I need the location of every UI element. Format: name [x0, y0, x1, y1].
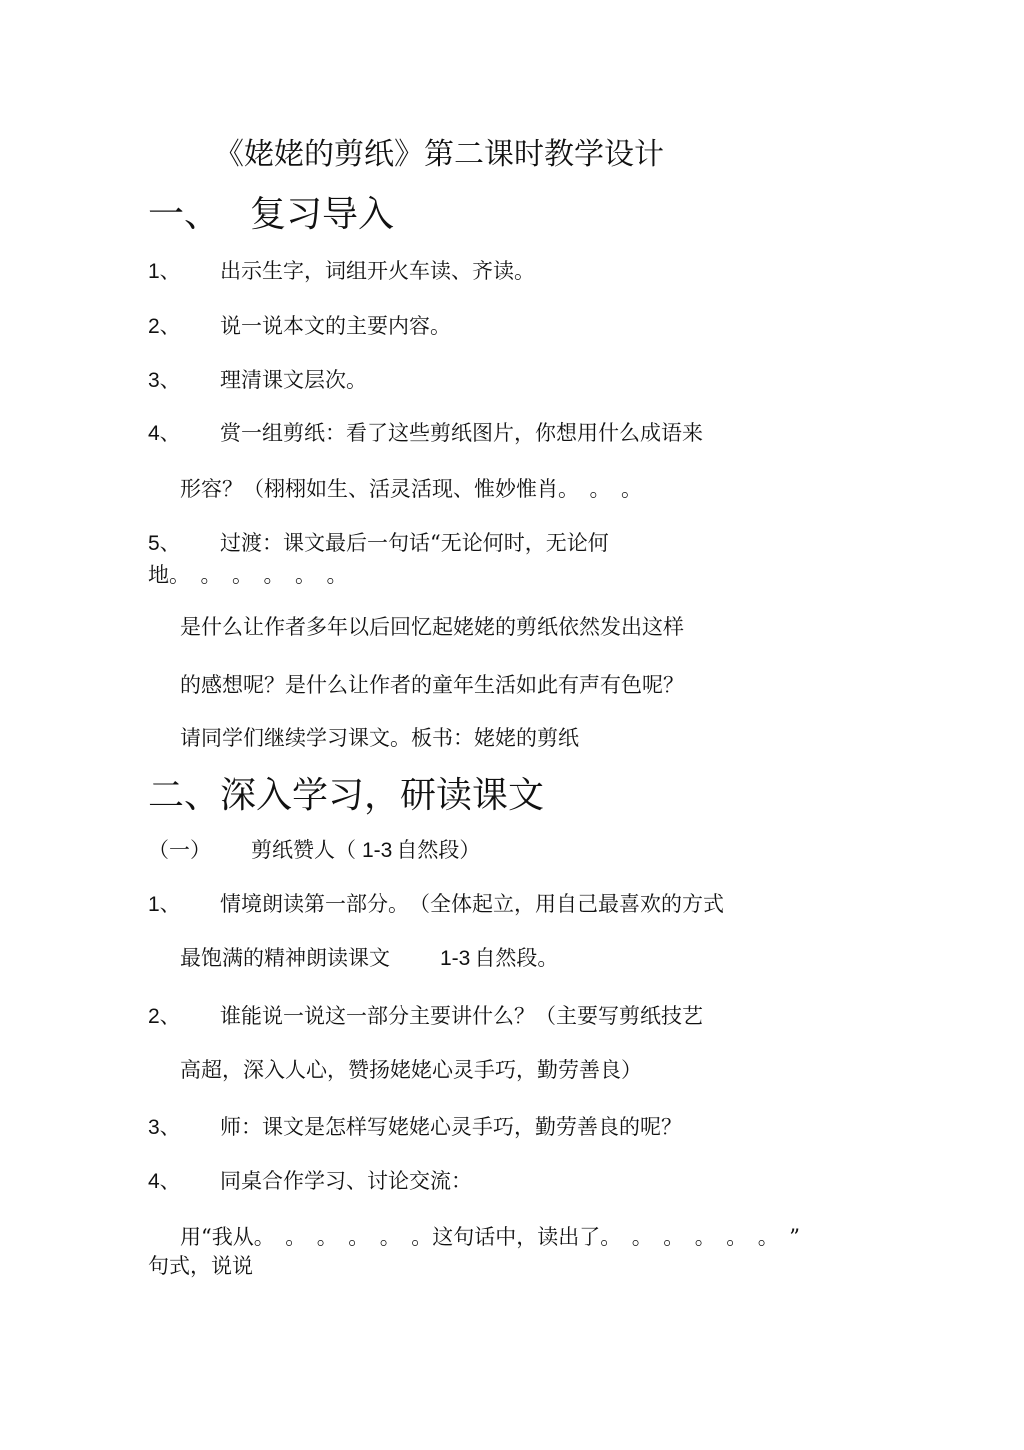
- section-1-heading: [148, 194, 395, 235]
- section-1-heading-text: 复习导入: [250, 194, 395, 235]
- list-item-number: 1、: [148, 893, 181, 916]
- list-item-number: 1、: [148, 260, 181, 283]
- list-item-number: 3、: [148, 369, 181, 392]
- list-item-continuation: 地。 。 。 。 。 。: [148, 563, 348, 587]
- list-item-number: 2、: [148, 315, 181, 338]
- list-item-text: 说一说本文的主要内容。: [220, 314, 451, 338]
- list-item-text: 谁能说一说这一部分主要讲什么？（主要写剪纸技艺: [220, 1004, 703, 1028]
- paragraph-continuation: 句式，说说: [148, 1254, 253, 1278]
- continuation-range: 1-3: [440, 947, 471, 970]
- list-item-continuation: [180, 948, 558, 969]
- page-title: 《姥姥的剪纸》第二课时教学设计: [214, 137, 664, 172]
- list-item-number: 2、: [148, 1005, 181, 1028]
- list-item-text: 情境朗读第一部分。 （全体起立，用自己最喜欢的方式: [220, 892, 724, 916]
- paragraph: 用“我从。 。 。 。 。 。这句话中，读出了。 。 。 。 。 。 ”: [180, 1225, 800, 1249]
- list-item-text: 理清课文层次。: [220, 368, 367, 392]
- subsection-heading: [148, 840, 480, 861]
- subsection-text-end: 自然段）: [396, 838, 481, 862]
- list-item-number: 5、: [148, 532, 181, 555]
- continuation-text-end: 自然段。: [474, 946, 559, 970]
- list-item-text: 同桌合作学习、讨论交流：: [220, 1169, 472, 1193]
- list-item-text: 赏一组剪纸：看了这些剪纸图片，你想用什么成语来: [220, 421, 703, 445]
- list-item-number: 4、: [148, 422, 181, 445]
- section-1-heading-number: 一、: [148, 194, 221, 235]
- list-item-text: 师：课文是怎样写姥姥心灵手巧，勤劳善良的呢？: [220, 1115, 682, 1139]
- list-item-continuation: 高超，深入人心，赞扬姥姥心灵手巧，勤劳善良）: [180, 1058, 642, 1082]
- paragraph: 的感想呢？是什么让作者的童年生活如此有声有色呢？: [180, 673, 684, 697]
- subsection-text: 剪纸赞人（: [251, 838, 356, 862]
- subsection-label: （一）: [148, 838, 211, 862]
- list-item-number: 4、: [148, 1170, 181, 1193]
- subsection-range: 1-3: [362, 839, 393, 862]
- paragraph: 请同学们继续学习课文。板书：姥姥的剪纸: [180, 726, 579, 750]
- list-item-text: 出示生字，词组开火车读、齐读。: [220, 259, 535, 283]
- list-item-number: 3、: [148, 1116, 181, 1139]
- list-item-continuation: 形容？（栩栩如生、活灵活现、惟妙惟肖。 。 。: [180, 477, 642, 501]
- list-item-text: 过渡：课文最后一句话“无论何时，无论何: [220, 531, 609, 555]
- continuation-text: 最饱满的精神朗读课文: [180, 946, 390, 970]
- paragraph: 是什么让作者多年以后回忆起姥姥的剪纸依然发出这样: [180, 615, 684, 639]
- section-2-heading: 二、深入学习，研读课文: [148, 775, 545, 816]
